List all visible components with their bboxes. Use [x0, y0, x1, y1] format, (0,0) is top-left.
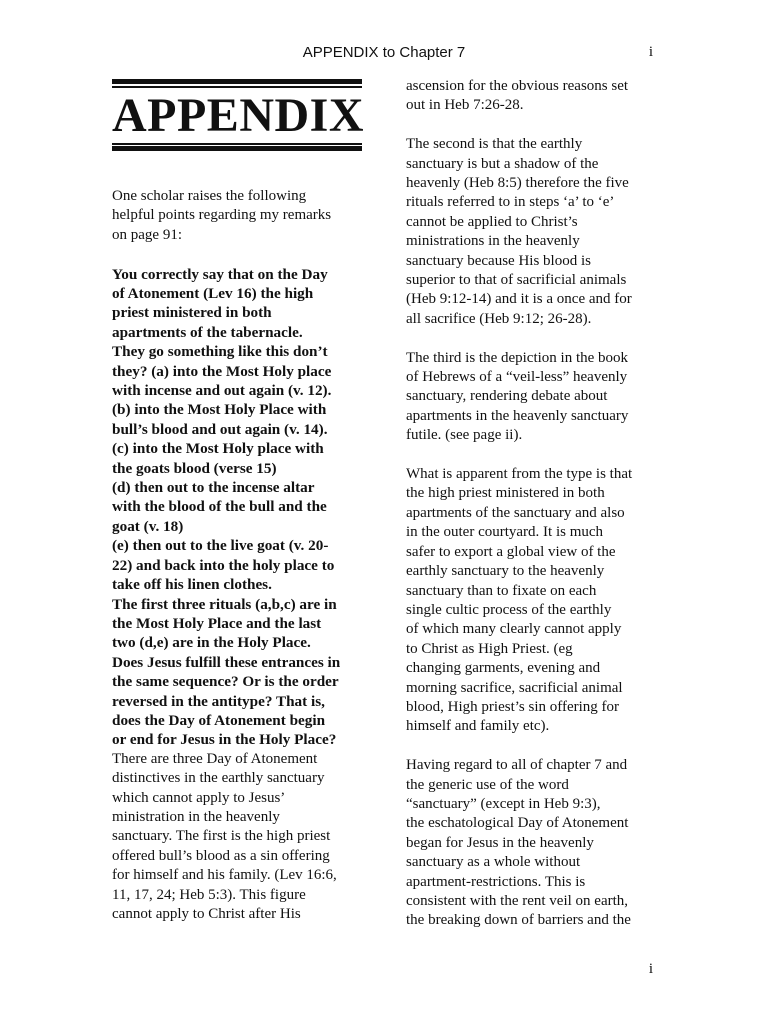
text-line: which cannot apply to Jesus’ — [112, 789, 286, 806]
text-line: ascension for the obvious reasons set — [406, 78, 629, 94]
text-line: heavenly (Heb 8:5) therefore the five — [406, 175, 629, 192]
text-line: consistent with the rent veil on earth, — [406, 893, 629, 909]
text-line: (b) into the Most Holy Place with — [112, 401, 327, 419]
running-title: APPENDIX to Chapter 7 — [302, 44, 466, 61]
text-line: rituals referred to in steps ‘a’ to ‘e’ — [406, 194, 615, 211]
response-paragraph — [112, 750, 367, 925]
text-line: does the Day of Atonement begin — [112, 711, 326, 729]
text-line: two (d,e) are in the Holy Place. — [112, 634, 311, 652]
text-line: changing garments, evening and — [406, 660, 601, 677]
text-line: Does Jesus fulfill these entrances in — [112, 653, 341, 671]
text-line: of Atonement (Lev 16) the high — [112, 285, 314, 303]
text-line: futile. (see page ii). — [406, 427, 523, 444]
text-line: The third is the depiction in the book — [406, 349, 629, 366]
text-line: out in Heb 7:26-28. — [406, 97, 524, 114]
text-line: the generic use of the word — [406, 776, 569, 793]
text-line: ministration in the heavenly — [112, 808, 280, 825]
text-line: priest ministered in both — [112, 304, 272, 322]
text-line: safer to export a global view of the — [406, 543, 616, 560]
text-line: There are three Day of Atonement — [112, 750, 318, 767]
text-line: reversed in the antitype? That is, — [112, 692, 325, 710]
text-line: the goats blood (verse 15) — [112, 459, 277, 477]
header-page-number: i — [648, 44, 653, 60]
paragraph-3 — [406, 349, 661, 446]
text-line: for himself and his family. (Lev 16:6, — [112, 867, 337, 884]
text-line: They go something like this don’t — [112, 343, 328, 361]
text-line: One scholar raises the following — [112, 188, 307, 204]
text-line: distinctives in the earthly sanctuary — [112, 770, 325, 787]
text-line: morning sacrifice, sacrificial animal — [406, 679, 623, 696]
text-line: single cultic process of the earthly — [406, 601, 612, 618]
text-line: with incense and out again (v. 12). — [112, 382, 332, 400]
quoted-question — [112, 265, 367, 750]
text-line: apartments of the sanctuary and also — [406, 504, 625, 521]
text-line: the eschatological Day of Atonement — [406, 815, 629, 832]
text-line: apartments of the tabernacle. — [112, 323, 303, 341]
text-line: (d) then out to the incense altar — [112, 479, 315, 497]
text-line: they? (a) into the Most Holy place — [112, 362, 332, 380]
text-line: of which many clearly cannot apply — [406, 621, 622, 638]
text-line: himself and family etc). — [406, 718, 550, 735]
text-line: ministrations in the heavenly — [406, 233, 580, 250]
appendix-heading: APPENDIX — [112, 89, 364, 142]
text-line: (Heb 9:12-14) and it is a once and for — [406, 291, 632, 308]
text-line: take off his linen clothes. — [112, 576, 272, 594]
text-line: goat (v. 18) — [112, 517, 184, 535]
text-line: the same sequence? Or is the order — [112, 673, 339, 691]
text-line: (c) into the Most Holy place with — [112, 440, 324, 458]
text-line: 22) and back into the holy place to — [112, 556, 335, 574]
text-line: sanctuary. The first is the high priest — [112, 828, 331, 845]
text-line: Having regard to all of chapter 7 and — [406, 757, 628, 774]
text-line: earthly sanctuary to the heavenly — [406, 563, 605, 580]
text-line: “sanctuary” (except in Heb 9:3), — [406, 795, 601, 812]
text-line: cannot apply to Christ after His — [112, 906, 301, 923]
text-line: sanctuary than to fixate on each — [406, 582, 597, 599]
footer-page-number: i — [648, 961, 653, 977]
paragraph-4 — [406, 465, 661, 737]
text-line: the high priest ministered in both — [406, 485, 605, 502]
text-line: sanctuary, rendering debate about — [406, 388, 608, 405]
text-line: began for Jesus in the heavenly — [406, 834, 594, 851]
text-line: of Hebrews of a “veil-less” heavenly — [406, 369, 628, 386]
text-line: blood, High priest’s sin offering for — [406, 698, 620, 715]
text-line: in the outer courtyard. It is much — [406, 524, 604, 541]
text-line: What is apparent from the type is that — [406, 466, 633, 483]
text-line: (e) then out to the live goat (v. 20- — [112, 537, 329, 555]
text-line: all sacrifice (Heb 9:12; 26-28). — [406, 310, 592, 327]
text-line: superior to that of sacrificial animals — [406, 272, 627, 289]
text-line: You correctly say that on the Day — [112, 265, 328, 283]
text-line: bull’s blood and out again (v. 14). — [112, 420, 328, 438]
text-line: The second is that the earthly — [406, 136, 583, 153]
heading-rule-bottom — [112, 146, 362, 151]
text-line: to Christ as High Priest. (eg — [406, 640, 573, 657]
paragraph-1 — [406, 77, 661, 116]
page-header — [0, 44, 768, 66]
text-line: The first three rituals (a,b,c) are in — [112, 595, 337, 613]
text-line: sanctuary as a whole without — [406, 854, 581, 871]
paragraph-2 — [406, 135, 661, 329]
text-line: with the blood of the bull and the — [112, 498, 327, 516]
text-line: sanctuary because His blood is — [406, 252, 591, 269]
heading-rule-top — [112, 79, 362, 84]
left-column — [112, 187, 367, 924]
text-line: 11, 17, 24; Heb 5:3). This figure — [112, 886, 306, 903]
intro-paragraph — [112, 187, 367, 245]
paragraph-5 — [406, 756, 661, 931]
text-line: sanctuary is but a shadow of the — [406, 155, 599, 172]
text-line: the Most Holy Place and the last — [112, 614, 322, 632]
text-line: helpful points regarding my remarks — [112, 207, 332, 224]
right-column — [406, 77, 661, 931]
heading-rule-bottom-thin — [112, 143, 362, 145]
text-line: offered bull’s blood as a sin offering — [112, 847, 330, 864]
text-line: apartment-restrictions. This is — [406, 873, 586, 890]
text-line: or end for Jesus in the Holy Place? — [112, 731, 337, 749]
text-line: cannot be applied to Christ’s — [406, 213, 578, 230]
text-line: on page 91: — [112, 226, 182, 243]
text-line: the breaking down of barriers and the — [406, 912, 631, 929]
text-line: apartments in the heavenly sanctuary — [406, 407, 629, 424]
